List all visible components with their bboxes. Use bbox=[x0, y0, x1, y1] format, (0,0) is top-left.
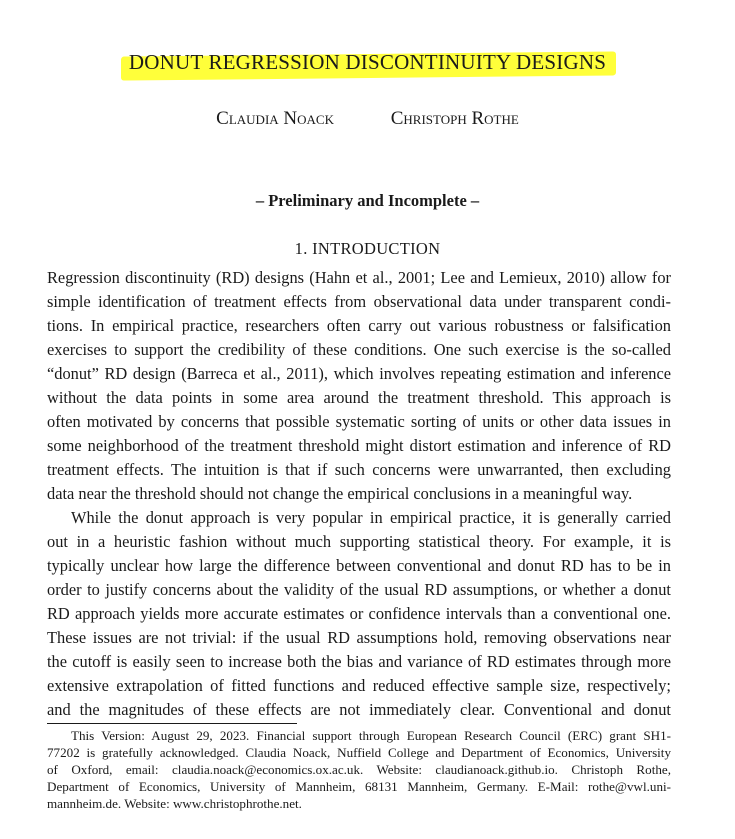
body-line: data near the threshold should not change the empirical conclusions in a meaningful way. bbox=[47, 484, 633, 503]
body-line: extensive extrapolation of fitted functions and reduced effective sample size, respectively; bbox=[47, 676, 671, 695]
author-name: Claudia Noack bbox=[216, 108, 334, 129]
body-line: the cutoff is easily seen to increase both the bias and variance of RD estimates through more bbox=[47, 652, 671, 671]
body-line: out in a heuristic fashion without much supporting statistical theory. For example, it is bbox=[47, 532, 671, 551]
footnote-line: mannheim.de. Website: www.christophrothe.net. bbox=[47, 796, 302, 811]
paper-title-text: DONUT REGRESSION DISCONTINUITY DESIGNS bbox=[128, 50, 607, 74]
body-line: often motivated by concerns that possible systematic sorting of units or other data issues in bbox=[47, 412, 671, 431]
body-line: without the data points in some area around the treatment threshold. This approach is bbox=[47, 388, 671, 407]
author-list bbox=[0, 108, 735, 130]
footnote-line: of Oxford, email: claudia.noack@economics.ox.ac.uk. Website: claudianoack.github.io. Christoph Rothe, bbox=[47, 762, 671, 777]
footnote bbox=[47, 727, 671, 812]
body-line: typically unclear how large the difference between conventional and donut RD has to be in bbox=[47, 556, 671, 575]
body-line: “donut” RD design (Barreca et al., 2011), which involves repeating estimation and inference bbox=[47, 364, 671, 383]
footnote-line: This Version: August 29, 2023. Financial support through European Research Council (ERC) grant SH1- bbox=[71, 728, 671, 743]
body-line: simple identification of treatment effects from observational data under transparent condi- bbox=[47, 292, 671, 311]
footnote-rule bbox=[47, 723, 297, 724]
body-line: Regression discontinuity (RD) designs (Hahn et al., 2001; Lee and Lemieux, 2010) allow for bbox=[47, 268, 671, 287]
footnote-line: 77202 is gratefully acknowledged. Claudia Noack, Nuffield College and Department of Economics, University bbox=[47, 745, 671, 760]
paper-title bbox=[123, 48, 612, 78]
body-line: tions. In empirical practice, researchers often carry out various robustness or falsification bbox=[47, 316, 671, 335]
title-block bbox=[0, 48, 735, 78]
footnote-line: Department of Economics, University of Mannheim, 68131 Mannheim, Germany. E-Mail: rothe@vwl.uni- bbox=[47, 779, 671, 794]
author-name: Christoph Rothe bbox=[390, 108, 519, 129]
status-note: – Preliminary and Incomplete – bbox=[255, 191, 480, 210]
body-line: exercises to support the credibility of these conditions. One such exercise is the so-called bbox=[47, 340, 671, 359]
body-text bbox=[47, 266, 671, 722]
body-line: some neighborhood of the treatment threshold might distort estimation and inference of RD bbox=[47, 436, 671, 455]
body-line: These issues are not trivial: if the usual RD assumptions hold, removing observations near bbox=[47, 628, 671, 647]
body-line: and the magnitudes of these effects are not immediately clear. Conventional and donut bbox=[47, 700, 671, 719]
body-line: While the donut approach is very popular in empirical practice, it is generally carried bbox=[71, 508, 671, 527]
body-line: RD approach yields more accurate estimates or confidence intervals than a conventional one. bbox=[47, 604, 671, 623]
section-heading: 1. INTRODUCTION bbox=[294, 239, 441, 258]
body-line: order to justify concerns about the validity of the usual RD assumptions, or whether a donut bbox=[47, 580, 671, 599]
body-line: treatment effects. The intuition is that if such concerns were unwarranted, then excluding bbox=[47, 460, 671, 479]
